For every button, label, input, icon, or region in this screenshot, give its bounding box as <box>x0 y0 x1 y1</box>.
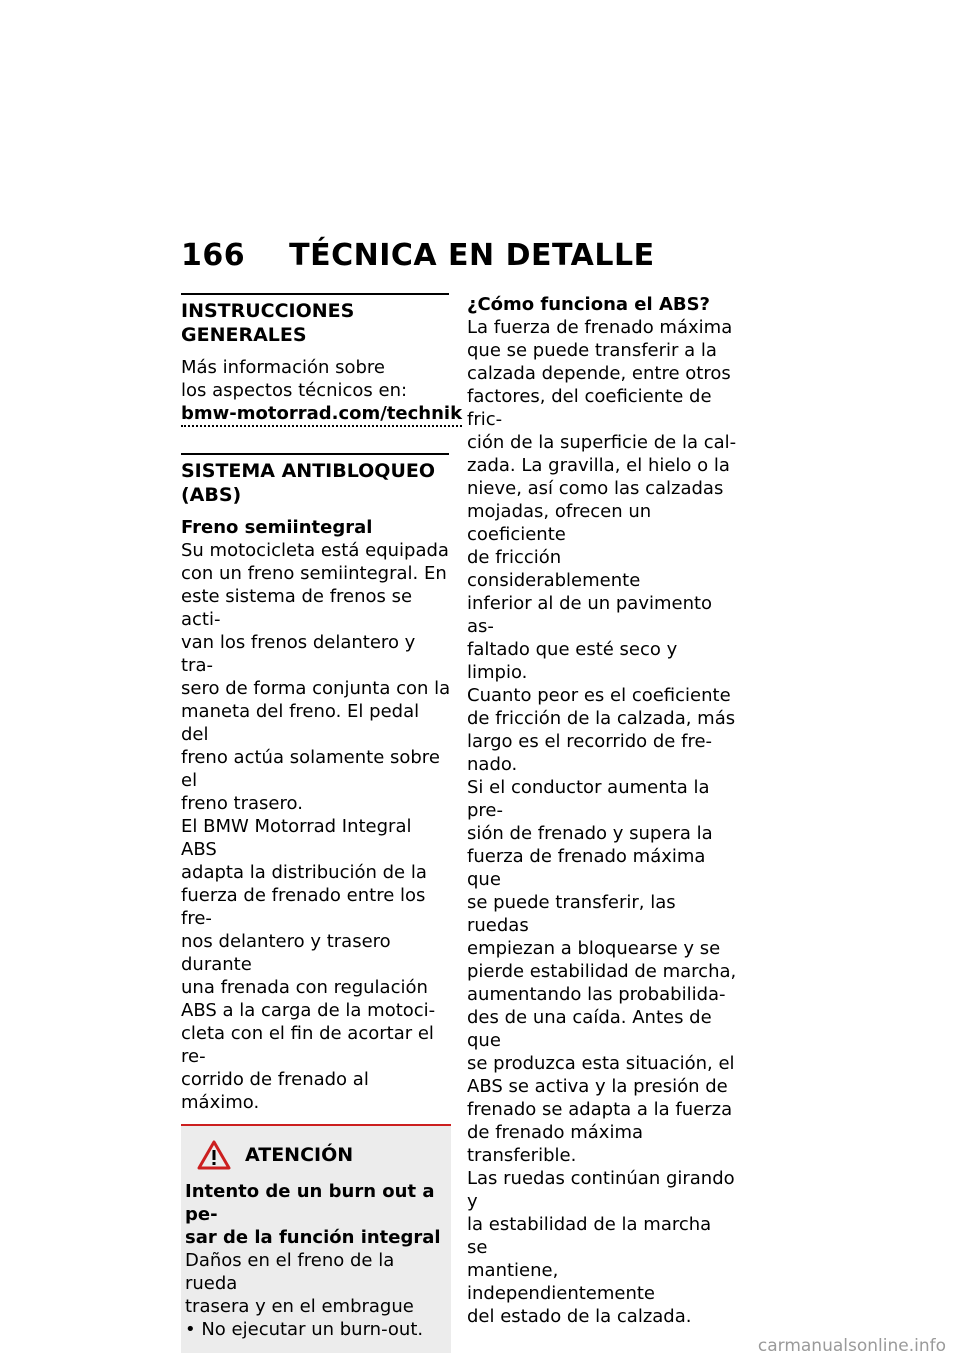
text-line: van los frenos delantero y tra- <box>181 632 416 676</box>
text-line: cleta con el fin de acortar el re- <box>181 1023 434 1067</box>
text-line: faltado que esté seco y limpio. <box>467 639 678 683</box>
warning-text-line: trasera y en el embrague <box>185 1296 414 1317</box>
text-line: ABS se activa y la presión de <box>467 1076 728 1097</box>
page-title: TÉCNICA EN DETALLE <box>289 238 655 273</box>
text-line: mojadas, ofrecen un coeficiente <box>467 501 652 545</box>
text-line: largo es el recorrido de fre- <box>467 731 713 752</box>
text-line: corrido de frenado al máximo. <box>181 1069 369 1113</box>
brake-subheading: Freno semiintegral <box>181 517 373 538</box>
warning-triangle-icon <box>197 1140 231 1170</box>
text-line: Las ruedas continúan girando y <box>467 1168 735 1212</box>
text-line: zada. La gravilla, el hielo o la <box>467 455 730 476</box>
text-line: empiezan a bloquearse y se <box>467 938 721 959</box>
watermark: carmanualsonline.info <box>757 1336 946 1356</box>
abs-how-paragraph <box>467 316 737 1328</box>
text-line: mantiene, independientemente <box>467 1260 656 1304</box>
text-line: nos delantero y trasero durante <box>181 931 391 975</box>
text-line: aumentando las probabilida- <box>467 984 726 1005</box>
warning-text-line: Daños en el freno de la rueda <box>185 1250 395 1294</box>
warning-bullet: • No ejecutar un burn-out. <box>185 1319 424 1340</box>
text-line: fuerza de frenado entre los fre- <box>181 885 426 929</box>
text-line: Cuanto peor es el coeficiente <box>467 685 731 706</box>
text-line: una frenada con regulación <box>181 977 428 998</box>
abs-how-subheading: ¿Cómo funciona el ABS? <box>467 294 710 315</box>
text-line: este sistema de frenos se acti- <box>181 586 413 630</box>
abs-title-line: (ABS) <box>181 484 242 506</box>
text-line: La fuerza de frenado máxima <box>467 317 733 338</box>
warning-strong-line: sar de la función integral <box>185 1227 441 1248</box>
text-line: del estado de la calzada. <box>467 1306 692 1327</box>
general-text-line: los aspectos técnicos en: <box>181 380 408 401</box>
text-line: se produzca esta situación, el <box>467 1053 735 1074</box>
text-line: con un freno semiintegral. En <box>181 563 447 584</box>
left-column <box>181 293 463 1353</box>
text-line: freno actúa solamente sobre el <box>181 747 440 791</box>
abs-title-line: SISTEMA ANTIBLOQUEO <box>181 460 436 482</box>
text-line: maneta del freno. El pedal del <box>181 701 420 745</box>
text-line: freno trasero. <box>181 793 303 814</box>
general-text-line: Más información sobre <box>181 357 386 378</box>
text-line: Si el conductor aumenta la pre- <box>467 777 710 821</box>
text-line: El BMW Motorrad Integral ABS <box>181 816 412 860</box>
text-line: adapta la distribución de la <box>181 862 427 883</box>
page-header <box>181 238 655 273</box>
text-line: inferior al de un pavimento as- <box>467 593 713 637</box>
text-line: de fricción considerablemente <box>467 547 641 591</box>
warning-strong-line: Intento de un burn out a pe- <box>185 1181 435 1225</box>
text-line: de fricción de la calzada, más <box>467 708 736 729</box>
text-line: la estabilidad de la marcha se <box>467 1214 712 1258</box>
text-line: sero de forma conjunta con la <box>181 678 451 699</box>
warning-title: ATENCIÓN <box>245 1144 354 1166</box>
text-line: nieve, así como las calzadas <box>467 478 724 499</box>
section-title-general: INSTRUCCIONES GENERALES <box>181 293 449 347</box>
section-title-abs <box>181 453 449 507</box>
page-number: 166 <box>181 238 246 273</box>
text-line: factores, del coeficiente de fric- <box>467 386 712 430</box>
text-line: calzada depende, entre otros <box>467 363 731 384</box>
text-line: Su motocicleta está equipada <box>181 540 449 561</box>
brake-paragraph <box>181 539 451 1114</box>
warning-box <box>181 1124 451 1353</box>
text-line: ción de la superficie de la cal- <box>467 432 737 453</box>
text-line: fuerza de frenado máxima que <box>467 846 706 890</box>
text-line: de frenado máxima transferible. <box>467 1122 644 1166</box>
text-line: des de una caída. Antes de que <box>467 1007 712 1051</box>
right-column <box>467 293 737 1328</box>
technik-link[interactable]: bmw-motorrad.com/technik <box>181 402 462 427</box>
text-line: se puede transferir, las ruedas <box>467 892 676 936</box>
text-line: que se puede transferir a la <box>467 340 717 361</box>
text-line: ABS a la carga de la motoci- <box>181 1000 436 1021</box>
text-line: sión de frenado y supera la <box>467 823 713 844</box>
warning-header <box>185 1140 447 1170</box>
text-line: nado. <box>467 754 518 775</box>
text-line: frenado se adapta a la fuerza <box>467 1099 733 1120</box>
text-line: pierde estabilidad de marcha, <box>467 961 737 982</box>
